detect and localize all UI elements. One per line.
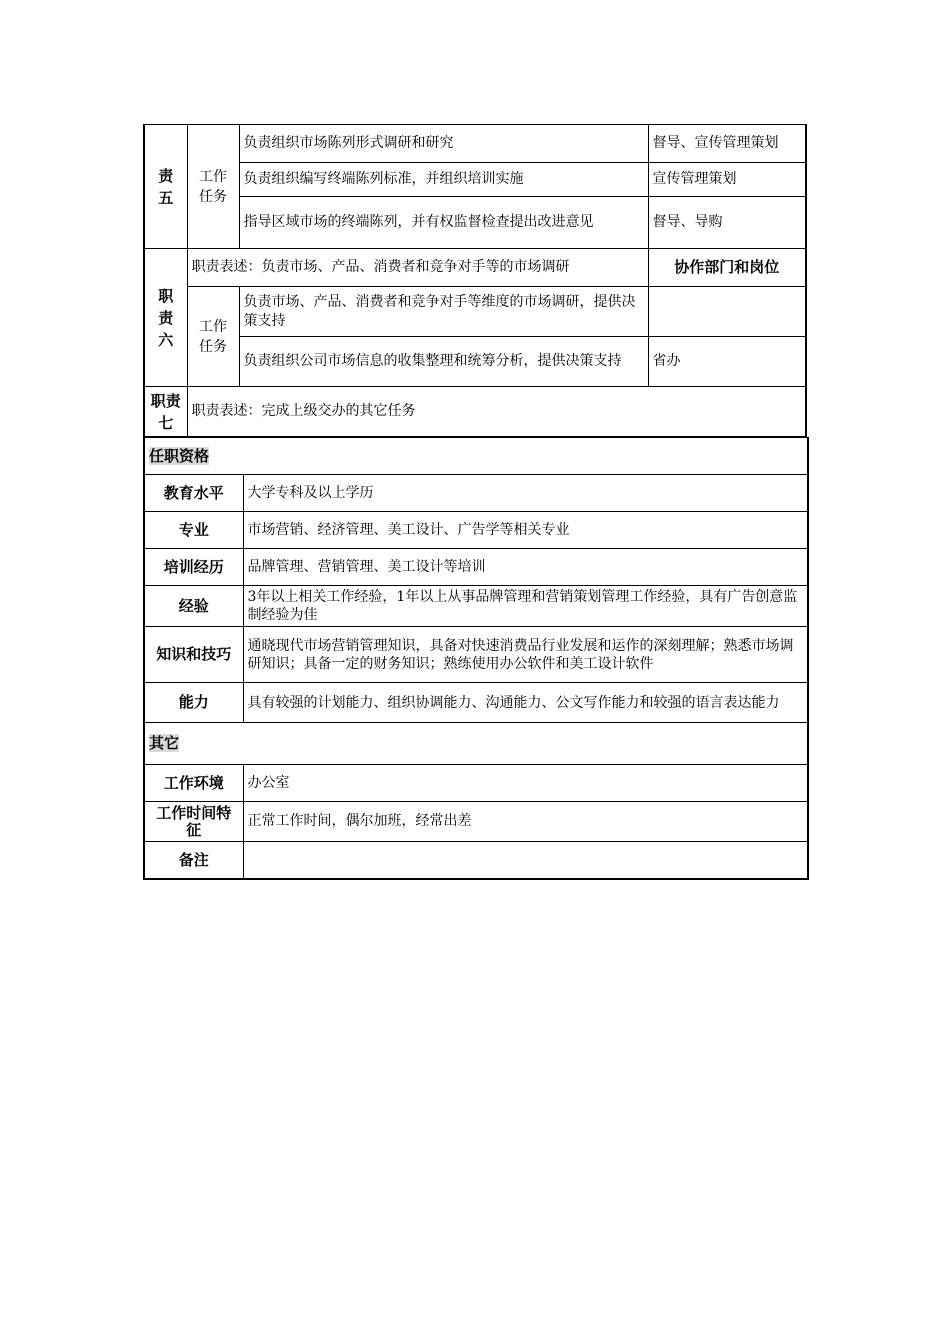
- duty6-task-row: [144, 337, 806, 387]
- duty5-task-row: [144, 163, 806, 197]
- qualification-row: [144, 512, 808, 549]
- qualification-label: 知识和技巧: [144, 627, 243, 683]
- duty6-task-text: 负责市场、产品、消费者和竞争对手等维度的市场调研，提供决策支持: [239, 287, 648, 337]
- qualification-label: 能力: [144, 683, 243, 723]
- duty6-task-label: 工作 任务: [187, 287, 239, 387]
- other-label: 备注: [144, 842, 243, 880]
- qualification-label: 经验: [144, 586, 243, 627]
- duty5-task-text: 负责组织编写终端陈列标准，并组织培训实施: [239, 163, 648, 197]
- other-header: 其它: [149, 734, 180, 752]
- qualification-label: 教育水平: [144, 475, 243, 512]
- qualification-value: 3年以上相关工作经验，1年以上从事品牌管理和营销策划管理工作经验，具有广告创意监制经验为佳: [243, 586, 808, 627]
- duty5-task-row: [144, 125, 806, 163]
- duty6-task-dept: [648, 287, 806, 337]
- duty6-label: 职 责 六: [144, 249, 187, 387]
- duty7-row: [144, 387, 806, 437]
- duty5-task-text: 指导区域市场的终端陈列，并有权监督检查提出改进意见: [239, 197, 648, 249]
- other-row: [144, 842, 808, 880]
- duty5-task-text: 负责组织市场陈列形式调研和研究: [239, 125, 648, 163]
- qualification-value: 通晓现代市场营销管理知识，具备对快速消费品行业发展和运作的深刻理解；熟悉市场调研知识；具备一定的财务知识；熟练使用办公软件和美工设计软件: [243, 627, 808, 683]
- other-header-row: [144, 723, 808, 765]
- duty5-task-dept: 督导、导购: [648, 197, 806, 249]
- duty6-task-text: 负责组织公司市场信息的收集整理和统筹分析，提供决策支持: [239, 337, 648, 387]
- duty5-label: 责 五: [144, 125, 187, 249]
- qualification-label: 培训经历: [144, 549, 243, 586]
- qualification-value: 大学专科及以上学历: [243, 475, 808, 512]
- qualification-row: [144, 627, 808, 683]
- qualification-value: 市场营销、经济管理、美工设计、广告学等相关专业: [243, 512, 808, 549]
- qualification-value: 品牌管理、营销管理、美工设计等培训: [243, 549, 808, 586]
- other-label: 工作时间特征: [144, 802, 243, 842]
- qualification-row: [144, 475, 808, 512]
- qualification-row: [144, 683, 808, 723]
- qualification-label: 专业: [144, 512, 243, 549]
- job-description-sheet: [143, 124, 807, 880]
- other-label: 工作环境: [144, 765, 243, 802]
- duties-table: [143, 124, 807, 437]
- duty6-dept-header: 协作部门和岗位: [648, 249, 806, 287]
- qualifications-header-row: [144, 438, 808, 475]
- other-value: 正常工作时间，偶尔加班，经常出差: [243, 802, 808, 842]
- qualification-value: 具有较强的计划能力、组织协调能力、沟通能力、公文写作能力和较强的语言表达能力: [243, 683, 808, 723]
- duty6-task-dept: 省办: [648, 337, 806, 387]
- qualification-row: [144, 549, 808, 586]
- other-row: [144, 802, 808, 842]
- duty6-task-row: [144, 287, 806, 337]
- duty5-task-dept: 督导、宣传管理策划: [648, 125, 806, 163]
- qualifications-table: [143, 437, 809, 880]
- other-row: [144, 765, 808, 802]
- qualifications-header: 任职资格: [149, 446, 210, 465]
- other-value: [243, 842, 808, 880]
- other-value: 办公室: [243, 765, 808, 802]
- duty5-task-dept: 宣传管理策划: [648, 163, 806, 197]
- duty6-desc-row: [144, 249, 806, 287]
- duty6-description: 职责表述：负责市场、产品、消费者和竞争对手等的市场调研: [187, 249, 648, 287]
- duty5-task-row: [144, 197, 806, 249]
- qualification-row: [144, 586, 808, 627]
- duty7-description: 职责表述：完成上级交办的其它任务: [187, 387, 806, 437]
- duty7-label: 职责 七: [144, 387, 187, 437]
- duty5-task-label: 工作 任务: [187, 125, 239, 249]
